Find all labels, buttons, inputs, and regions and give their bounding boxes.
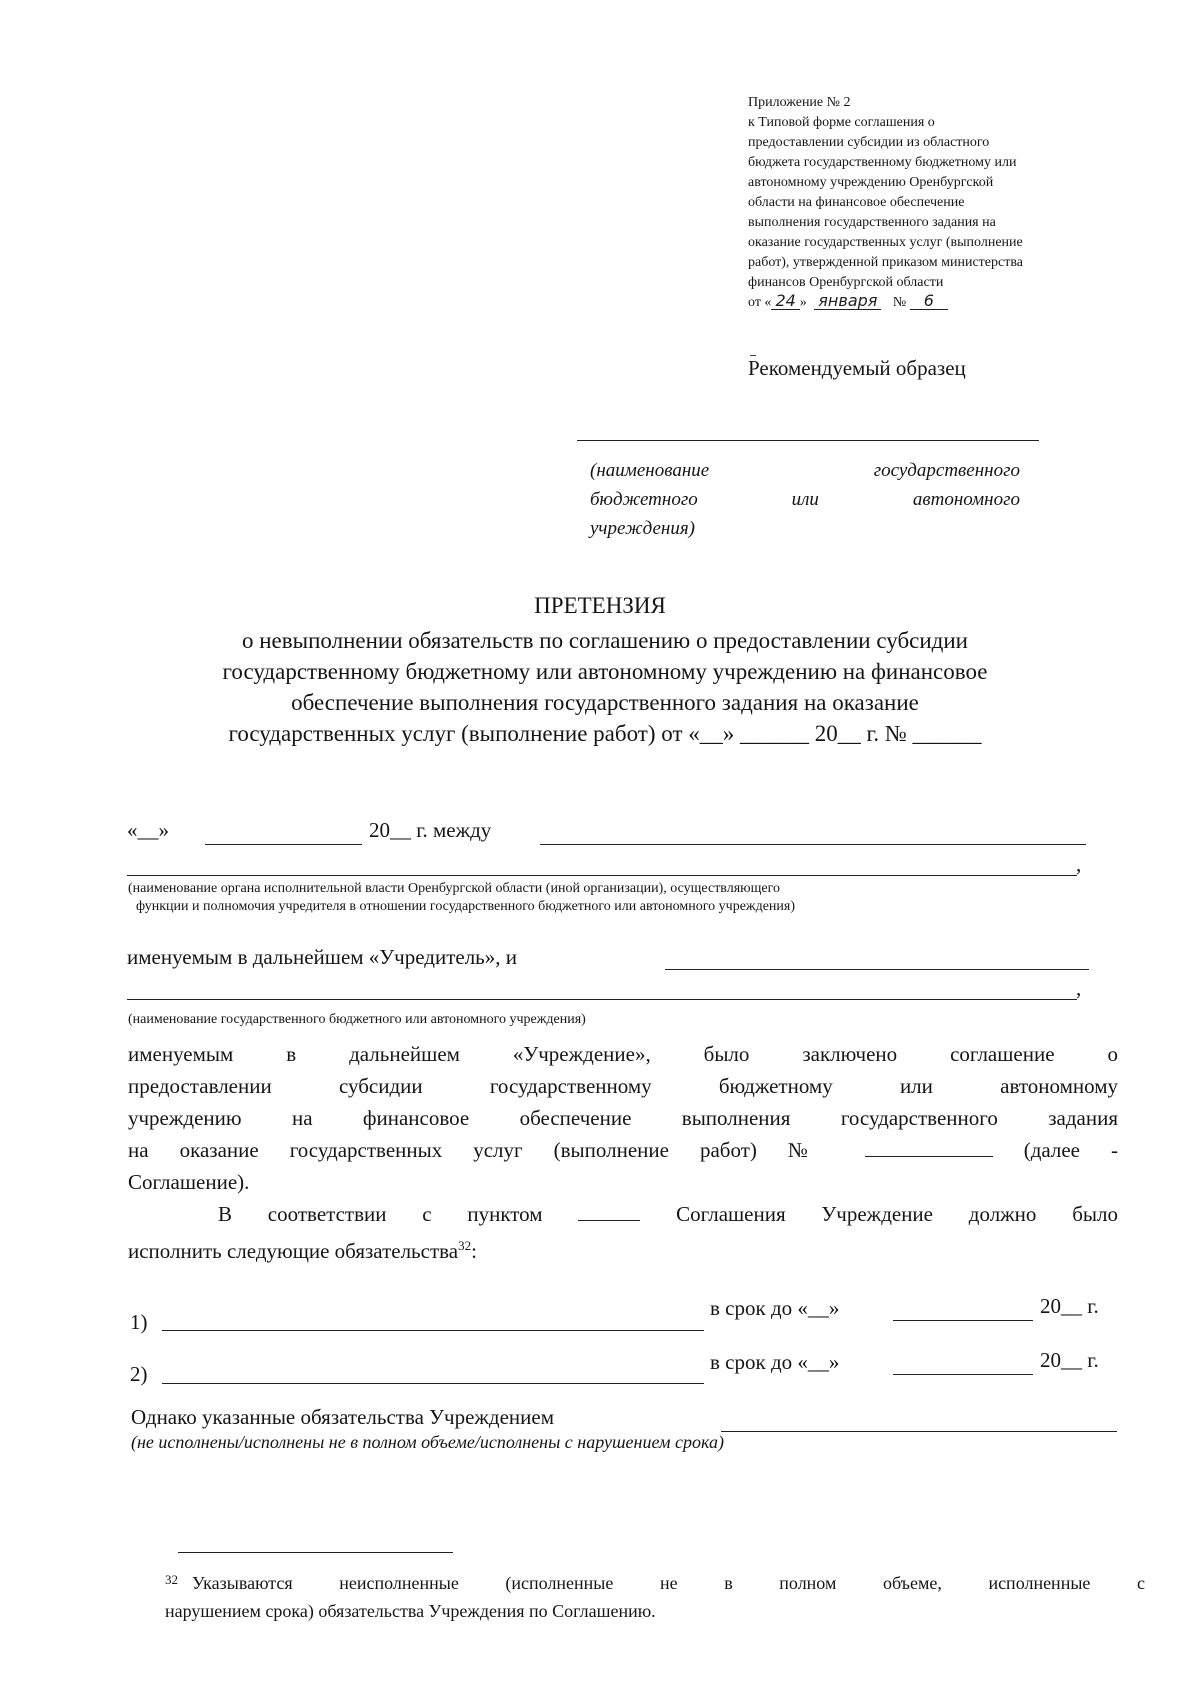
footnote-separator [178, 1552, 453, 1553]
date-month-field[interactable] [205, 844, 362, 845]
institution-name-caption [590, 456, 1020, 543]
document-title: ПРЕТЕНЗИЯ [534, 593, 666, 618]
paragraph-line [128, 1134, 1118, 1166]
obligation-status-field[interactable] [721, 1431, 1117, 1432]
institution-name-field[interactable] [577, 440, 1039, 441]
obligation-2-date-field[interactable] [893, 1374, 1033, 1375]
obligation-2-field[interactable] [162, 1383, 704, 1384]
caption-word: автономного [912, 489, 1020, 510]
date-year-between: 20__ г. между [369, 818, 492, 842]
obligation-number: 1) [130, 1310, 148, 1334]
institution-name-field[interactable] [665, 969, 1089, 970]
handwritten-month: января [814, 293, 881, 310]
obligation-1-date-field[interactable] [893, 1320, 1033, 1321]
footnote [165, 1566, 1145, 1625]
obligation-1-field[interactable] [162, 1330, 704, 1331]
handwritten-day: 24 [771, 293, 799, 310]
agreement-paragraph [128, 1038, 1118, 1267]
institution-caption: (наименование государственного бюджетного или автономного учреждения) [128, 1012, 586, 1027]
institution-name-field-continued[interactable] [127, 999, 1077, 1000]
subtitle-line: о невыполнении обязательств по соглашению о предоставлении субсидии [242, 628, 968, 653]
appendix-line: области на финансовое обеспечение [748, 195, 965, 210]
paragraph-text: исполнить следующие обязательства [128, 1239, 459, 1263]
footnote-line [165, 1566, 1145, 1597]
footnote-text: Указываются неисполненные (исполненные не в полном объеме, исполненные с [192, 1573, 1145, 1593]
paragraph-text: на оказание государственных услуг (выполнение работ) № [128, 1138, 834, 1162]
comma: , [1076, 976, 1082, 1000]
appendix-line: финансов Оренбургской области [748, 275, 944, 290]
obligation-year: 20__ г. [1040, 1348, 1099, 1372]
paragraph-line [128, 1230, 1118, 1267]
appendix-header [748, 93, 1148, 313]
appendix-line: предоставлении субсидии из областного [748, 135, 990, 150]
date-quote: «__» [127, 818, 169, 842]
subtitle-line: государственных услуг (выполнение работ) от «__» ______ 20__ г. № ______ [228, 721, 982, 746]
appendix-line: оказание государственных услуг (выполнение [748, 235, 1023, 250]
caption-word: бюджетного [590, 489, 698, 510]
paragraph-text: (далее - [1023, 1138, 1119, 1162]
appendix-line: бюджета государственному бюджетному или [748, 155, 1017, 170]
obligation-number: 2) [130, 1362, 148, 1386]
appendix-line: выполнения государственного задания на [748, 215, 996, 230]
paragraph-text: В соответствии с пунктом [218, 1202, 543, 1226]
agreement-number-field[interactable] [865, 1138, 993, 1157]
number-label: № [892, 295, 907, 310]
footnote-line: нарушением срока) обязательства Учреждения по Соглашению. [165, 1601, 656, 1621]
paragraph-line: Соглашение). [128, 1170, 250, 1194]
organ-caption-line: (наименование органа исполнительной власти Оренбургской области (иной организации), осуществляющего [128, 881, 781, 896]
caption-word: государственного [873, 460, 1020, 481]
founder-text: именуемым в дальнейшем «Учредитель», и [127, 945, 517, 969]
appendix-line: Приложение № 2 [748, 95, 851, 110]
date-mid: » [799, 295, 807, 310]
paragraph-line: учреждению на финансовое обеспечение выполнения государственного задания [128, 1106, 1118, 1130]
appendix-date-line [748, 293, 1148, 313]
founder-name-field-continued[interactable] [127, 875, 1077, 876]
footnote-ref: 32 [458, 1238, 472, 1253]
paragraph-line [128, 1198, 1118, 1230]
organ-caption-line: функции и полномочия учредителя в отношении государственного бюджетного или автономного учреждения) [136, 899, 796, 914]
founder-name-field[interactable] [540, 844, 1086, 845]
status-caption: (не исполнены/исполнены не в полном объеме/исполнены с нарушением срока) [131, 1432, 724, 1452]
date-prefix: от « [748, 295, 772, 310]
caption-word: или [791, 489, 819, 510]
handwritten-number: 6 [910, 293, 948, 310]
obligation-year: 20__ г. [1040, 1294, 1099, 1318]
subtitle-line: государственному бюджетному или автономному учреждению на финансовое [222, 659, 988, 684]
however-text: Однако указанные обязательства Учреждением [131, 1405, 555, 1429]
footnote-number: 32 [165, 1572, 178, 1587]
clause-number-field[interactable] [578, 1202, 640, 1221]
subtitle-line: обеспечение выполнения государственного задания на оказание [291, 690, 919, 715]
appendix-line: к Типовой форме соглашения о [748, 115, 935, 130]
appendix-line: автономному учреждению Оренбургской [748, 175, 994, 190]
recommended-sample-label: Рекомендуемый образец [748, 356, 966, 380]
obligation-term: в срок до «__» [710, 1350, 840, 1374]
document-subtitle [125, 625, 1085, 749]
caption-word: учреждения) [590, 518, 695, 539]
paragraph-line: предоставлении субсидии государственному бюджетному или автономному [128, 1074, 1118, 1098]
appendix-line: работ), утвержденной приказом министерства [748, 255, 1023, 270]
caption-word: (наименование [590, 460, 710, 481]
paragraph-text: Соглашения Учреждение должно было [676, 1202, 1118, 1226]
paragraph-line: именуемым в дальнейшем «Учреждение», было заключено соглашение о [128, 1042, 1118, 1066]
paragraph-text: : [471, 1239, 477, 1263]
obligation-term: в срок до «__» [710, 1296, 840, 1320]
comma: , [1076, 852, 1082, 876]
